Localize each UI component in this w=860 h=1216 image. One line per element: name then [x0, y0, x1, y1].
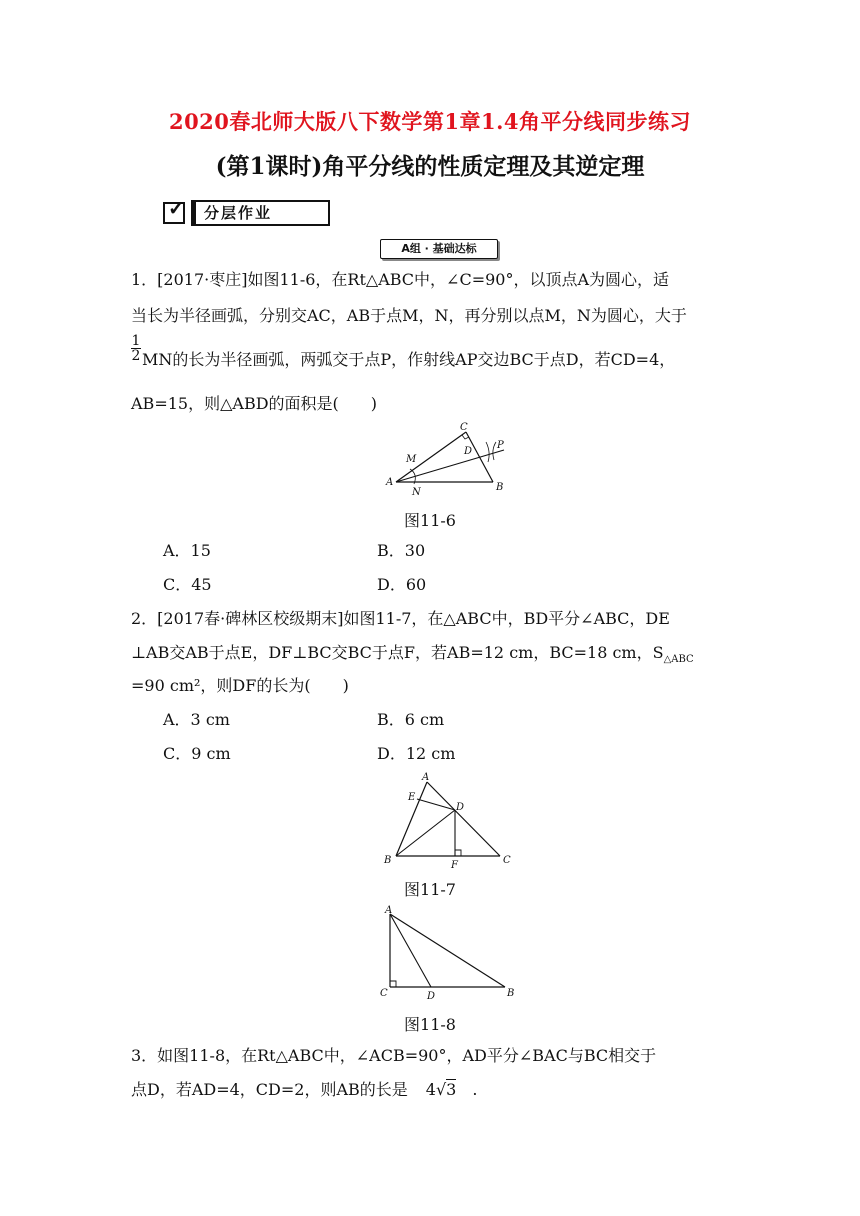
q2-line3: =90 cm²，则DF的长为( ) [131, 676, 349, 695]
fraction-numerator: 1 [131, 333, 141, 349]
fig8-label-B: B [507, 988, 515, 999]
q3-line2-end: . [472, 1080, 478, 1099]
q1-line1: 1．[2017·枣庄]如图11-6，在Rt△ABC中，∠C=90°，以顶点A为圆心，适 [131, 270, 670, 289]
fig7-label-E: E [408, 792, 416, 803]
figure-11-7 [380, 770, 515, 870]
fig6-label-M: M [406, 454, 417, 465]
figure-11-8 [375, 904, 520, 1004]
answer-radicand: 3 [446, 1080, 457, 1099]
fig8-label-C: C [380, 988, 388, 999]
q2-option-a[interactable]: A．3 cm [163, 710, 230, 729]
q2-line2 [131, 643, 731, 670]
group-label: A组 · 基础达标 [380, 239, 498, 259]
document-subtitle: (第1课时)角平分线的性质定理及其逆定理 [215, 153, 645, 180]
homework-section-header [163, 196, 330, 226]
checkbox-icon: ✓ [163, 202, 185, 224]
q1-fraction [131, 334, 141, 363]
q1-line4: AB=15，则△ABD的面积是( ) [131, 394, 378, 413]
q1-line3: MN的长为半径画弧，两弧交于点P，作射线AP交边BC于点D，若CD=4， [142, 350, 676, 369]
answer-coefficient: 4 [425, 1080, 436, 1099]
fig6-label-D: D [464, 446, 473, 457]
fig6-label-C: C [460, 422, 468, 433]
figure-11-6-caption: 图11-6 [404, 511, 456, 530]
fig7-label-B: B [384, 855, 392, 866]
q1-option-b[interactable]: B．30 [377, 541, 426, 560]
q2-area-subscript: △ABC [663, 654, 694, 666]
homework-label: 分层作业 [191, 200, 330, 226]
fraction-denominator: 2 [131, 348, 141, 364]
fig8-label-D: D [427, 991, 436, 1002]
fig6-label-P: P [497, 440, 504, 451]
q3-line2-text: 点D，若AD=4，CD=2，则AB的长是 [131, 1080, 408, 1099]
fig7-label-C: C [503, 855, 511, 866]
fig7-label-D: D [456, 802, 465, 813]
fig8-label-A: A [385, 905, 393, 916]
q3-answer [426, 1079, 457, 1099]
sqrt-icon: √ [435, 1080, 447, 1099]
q1-option-c[interactable]: C．45 [163, 575, 212, 594]
fig6-label-N: N [412, 487, 421, 498]
figure-11-6 [380, 420, 520, 500]
fig6-label-B: B [496, 482, 504, 493]
figure-11-8-caption: 图11-8 [404, 1015, 456, 1034]
document-title: 2020春北师大版八下数学第1章1.4角平分线同步练习 [168, 109, 692, 134]
q1-option-a[interactable]: A．15 [163, 541, 211, 560]
q1-option-d[interactable]: D．60 [377, 575, 427, 594]
q2-line1: 2．[2017春·碑林区校级期末]如图11-7，在△ABC中，BD平分∠ABC，DE [131, 609, 670, 628]
fig7-label-F: F [451, 860, 458, 871]
q2-option-d[interactable]: D．12 cm [377, 744, 456, 763]
figure-11-7-caption: 图11-7 [404, 880, 456, 899]
q1-line2: 当长为半径画弧，分别交AC，AB于点M，N，再分别以点M，N为圆心，大于 [131, 306, 687, 325]
fig7-label-A: A [422, 772, 430, 783]
q3-line2 [131, 1080, 731, 1100]
q2-line2-text: ⊥AB交AB于点E，DF⊥BC交BC于点F，若AB=12 cm，BC=18 cm，S [131, 643, 664, 662]
q2-option-c[interactable]: C．9 cm [163, 744, 231, 763]
q3-line1: 3．如图11-8，在Rt△ABC中，∠ACB=90°，AD平分∠BAC与BC相交于 [131, 1046, 657, 1065]
fig6-label-A: A [386, 477, 394, 488]
q2-option-b[interactable]: B．6 cm [377, 710, 445, 729]
